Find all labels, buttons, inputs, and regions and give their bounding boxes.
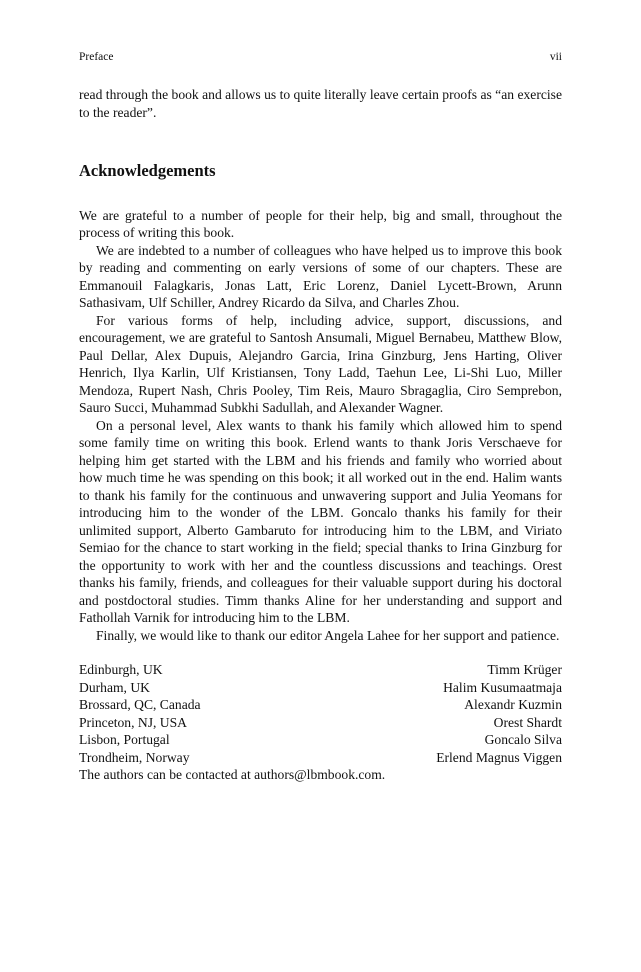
page-body	[79, 86, 562, 784]
section-heading: Acknowledgements	[79, 161, 216, 180]
signature-place: Trondheim, Norway	[79, 749, 190, 765]
ack-paragraph-5: Finally, we would like to thank our editor Angela Lahee for her support and patience.	[96, 627, 560, 643]
signature-name: Timm Krüger	[487, 662, 562, 677]
signature-place: Durham, UK	[79, 679, 150, 695]
signature-place: Princeton, NJ, USA	[79, 714, 187, 730]
ack-paragraph-4: On a personal level, Alex wants to thank his family which allowed him to spend some family time on writing this book. Erlend wants to thank Joris Verschaeve for helping him get started with the LBM and his friends and family who worried about how much time he was spending on this book; it all worked out in the end. Halim wants to thank his family for the continuous and unwavering support and Julia Yeomans for introducing him to the wonder of the LBM. Goncalo thanks his family for their unlimited support, Alberto Gambaruto for introducing him to the LBM, and Viriato Semiao for the chance to start working in the field; special thanks to Irina Ginzburg for the opportunity to work with her and the countless discussions and teachings. Orest thanks his family, friends, and colleagues for their valuable support during his doctoral and postdoctoral studies. Timm thanks Aline for her understanding and support and Fathollah Varnik for introducing him to the LBM.	[79, 417, 562, 625]
signature-place: Brossard, QC, Canada	[79, 697, 201, 712]
signature-name: Halim Kusumaatmaja	[443, 679, 562, 695]
signature-places	[79, 661, 201, 766]
intro-paragraph: read through the book and allows us to quite literally leave certain proofs as “an exercise to the reader”.	[79, 87, 562, 120]
ack-paragraph-1: We are grateful to a number of people for their help, big and small, throughout the process of writing this book.	[79, 207, 562, 240]
signature-name: Alexandr Kuzmin	[464, 697, 562, 712]
signature-place: Lisbon, Portugal	[79, 732, 170, 747]
signature-name: Erlend Magnus Viggen	[436, 749, 562, 765]
signature-place: Edinburgh, UK	[79, 662, 163, 677]
signature-name: Orest Shardt	[493, 714, 562, 730]
running-header	[79, 51, 562, 63]
ack-paragraph-3: For various forms of help, including advice, support, discussions, and encouragement, we are grateful to Santosh Ansumali, Miguel Bernabeu, Matthew Blow, Paul Dellar, Alex Dupuis, Alejandro Garcia, Irina Ginzburg, Jens Harting, Oliver Henrich, Ilya Karlin, Ulf Kristiansen, Tony Ladd, Taehun Lee, Li-Shi Luo, Miller Mendoza, Rupert Nash, Chris Pooley, Tim Reis, Mauro Sbragaglia, Ciro Semprebon, Sauro Succi, Muhammad Subkhi Sadullah, and Alexander Wagner.	[79, 312, 562, 415]
signature-block	[79, 661, 562, 766]
ack-paragraph-2: We are indebted to a number of colleagues who have helped us to improve this book by reading and commenting on early versions of some of our chapters. These are Emmanouil Falagkaris, Jonas Latt, Eric Lorenz, Daniel Lycett-Brown, Arunn Sathasivam, Ulf Schiller, Andrey Ricardo da Silva, and Charles Zhou.	[79, 242, 562, 310]
signature-name: Goncalo Silva	[484, 732, 562, 747]
contact-note: The authors can be contacted at authors@lbmbook.com.	[79, 767, 386, 782]
running-header-title: Preface	[79, 51, 114, 63]
page-number: vii	[549, 51, 562, 63]
signature-names	[436, 661, 562, 766]
